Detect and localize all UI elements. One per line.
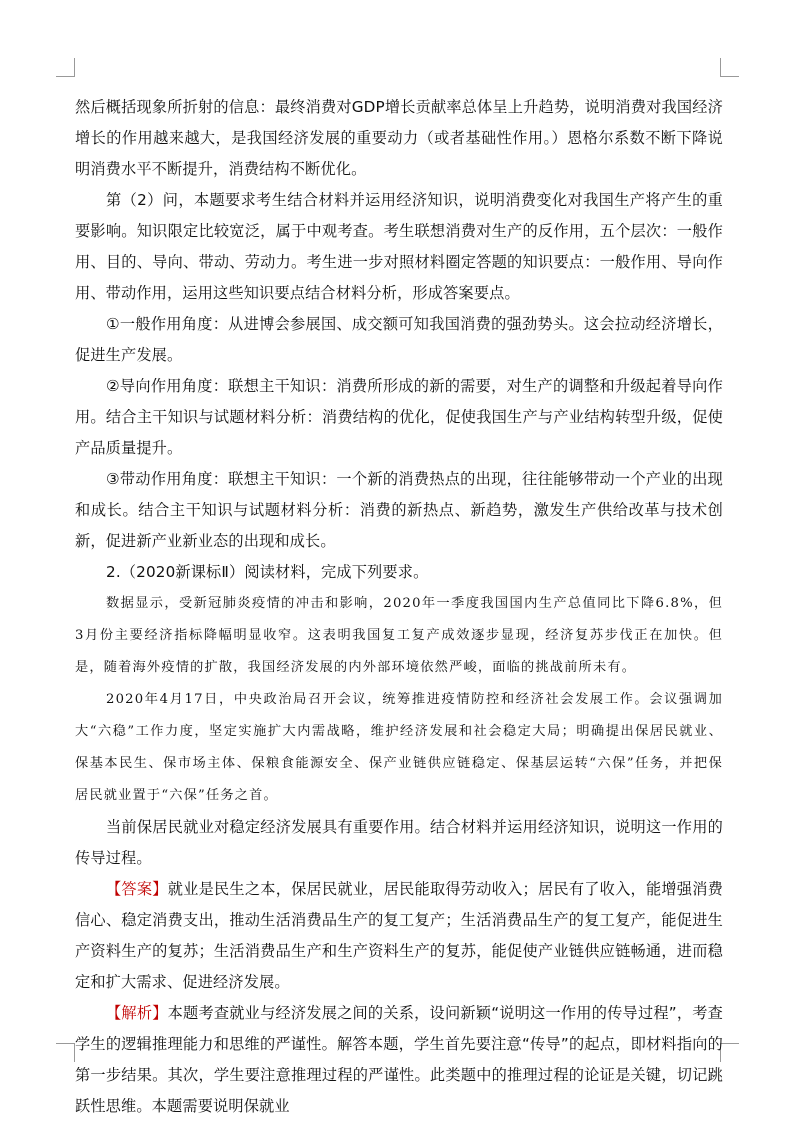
question-prompt: 当前保居民就业对稳定经济发展具有重要作用。结合材料并运用经济知识，说明这一作用的传导过程。 — [75, 818, 723, 867]
answer-paragraph — [75, 874, 723, 998]
analysis-text: 本题考查就业与经济发展之间的关系，设问新颖“说明这一作用的传导过程”，考查学生的逻辑推理能力和思维的严谨性。解答本题，学生首先要注意“传导”的起点，即材料指向的第一步结果。其次，学生要注意推理过程的严谨性。此类题中的推理过程的论证是关键，切记跳跃性思维。本题需要说明保就业 — [75, 1004, 723, 1115]
crop-mark-bottom-left — [56, 1043, 75, 1062]
crop-mark-top-left — [56, 58, 75, 77]
material-paragraph-1: 数据显示，受新冠肺炎疫情的冲击和影响，2020年一季度我国国内生产总值同比下降6.8%，但3月份主要经济指标降幅明显收窄。这表明我国复工复产成效逐步显现，经济复苏步伐正在加快。但是，随着海外疫情的扩散，我国经济发展的内外部环境依然严峻，面临的挑战前所未有。 — [75, 596, 723, 675]
answer-tag: 【答案】 — [106, 880, 168, 898]
paragraph-driving-role: ③带动作用角度：联想主干知识：一个新的消费热点的出现，往往能够带动一个产业的出现和成长。结合主干知识与试题材料分析：消费的新热点、新趋势，激发生产供给改革与技术创新，促进新产业新业态的出现和成长。 — [75, 470, 723, 550]
crop-mark-top-right — [720, 58, 739, 77]
answer-text: 就业是民生之本，保居民就业，居民能取得劳动收入；居民有了收入，能增强消费信心、稳定消费支出，推动生活消费品生产的复工复产；生活消费品生产的复工复产，能促进生产资料生产的复苏；生活消费品生产和生产资料生产的复苏，能促使产业链供应链畅通，进而稳定和扩大需求、促进经济发展。 — [75, 880, 723, 991]
analysis-paragraph — [75, 998, 723, 1122]
paragraph-guiding-role: ②导向作用角度：联想主干知识：消费所形成的新的需要，对生产的调整和升级起着导向作用。结合主干知识与试题材料分析：消费结构的优化，促使我国生产与产业结构转型升级，促使产品质量提升。 — [75, 377, 723, 457]
document-body — [75, 92, 723, 1122]
analysis-tag: 【解析】 — [106, 1004, 168, 1022]
material-paragraph-2: 2020年4月17日，中央政治局召开会议，统筹推进疫情防控和经济社会发展工作。会议强调加大“六稳”工作力度，坚定实施扩大内需战略，维护经济发展和社会稳定大局；明确提出保居民就业、保基本民生、保市场主体、保粮食能源安全、保产业链供应链稳定、保基层运转“六保”任务，并把保居民就业置于“六保”任务之首。 — [75, 692, 723, 803]
question-2-heading: 2.（2020新课标Ⅱ）阅读材料，完成下列要求。 — [106, 563, 429, 581]
paragraph-question-2-analysis: 第（2）问，本题要求考生结合材料并运用经济知识，说明消费变化对我国生产将产生的重要影响。知识限定比较宽泛，属于中观考查。考生联想消费对生产的反作用，五个层次：一般作用、目的、导向、带动、劳动力。考生进一步对照材料圈定答题的知识要点：一般作用、导向作用、带动作用，运用这些知识要点结合材料分析，形成答案要点。 — [75, 191, 723, 302]
paragraph-general-role: ①一般作用角度：从进博会参展国、成交额可知我国消费的强劲势头。这会拉动经济增长，促进生产发展。 — [75, 315, 723, 364]
paragraph-consumption-summary: 然后概括现象所折射的信息：最终消费对GDP增长贡献率总体呈上升趋势，说明消费对我国经济增长的作用越来越大，是我国经济发展的重要动力（或者基础性作用。）恩格尔系数不断下降说明消费水平不断提升，消费结构不断优化。 — [75, 98, 723, 178]
